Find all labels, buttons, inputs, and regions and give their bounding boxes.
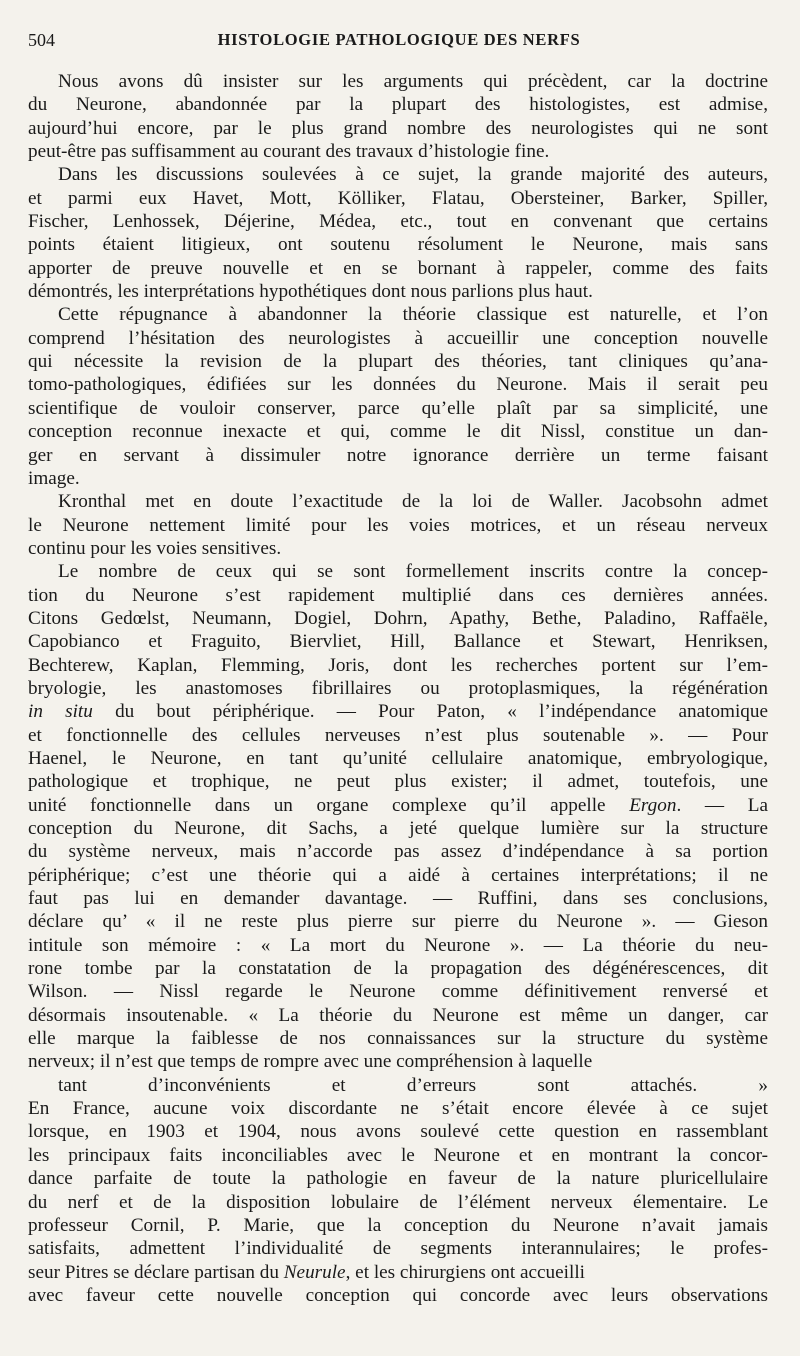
line-text: rone tombe par la constatation de la propagation des dégénérescences, dit [28, 958, 768, 980]
line-text: Dans les discussions soulevées à ce sujet, la grande majorité des auteurs, [58, 164, 768, 186]
text-line [28, 1097, 768, 1120]
line-text: tomo-pathologiques, édifiées sur les données du Neurone. Mais il serait peu [28, 374, 768, 396]
text-line [28, 1144, 768, 1167]
text-line [28, 630, 768, 653]
text-line [28, 957, 768, 980]
text-line [28, 257, 768, 280]
text-line [28, 1214, 768, 1237]
text-line [28, 1284, 768, 1307]
text-line [28, 864, 768, 887]
text-line [28, 560, 768, 583]
text-line [28, 817, 768, 840]
text-line [28, 1120, 768, 1143]
line-text: comprend l’hésitation des neurologistes à accueillir une conception nouvelle [28, 327, 768, 349]
line-text: périphérique; c’est une théorie qui a aidé à certaines interprétations; il ne [28, 864, 768, 886]
text-line [28, 327, 768, 350]
text-line [28, 280, 768, 303]
line-text: du Neurone, abandonnée par la plupart des histologistes, est admise, [28, 94, 768, 116]
text-line [28, 117, 768, 140]
text-line [28, 303, 768, 326]
text-line [28, 1191, 768, 1214]
line-text: Haenel, le Neurone, en tant qu’unité cellulaire anatomique, embryologique, [28, 747, 768, 769]
page-header [28, 30, 770, 54]
text-line [28, 840, 768, 863]
text-line [28, 93, 768, 116]
text-line [28, 934, 768, 957]
text-line [28, 700, 768, 723]
line-text: professeur Cornil, P. Marie, que la conception du Neurone n’avait jamais [28, 1214, 768, 1236]
text-line [28, 654, 768, 677]
line-text: Citons Gedœlst, Neumann, Dogiel, Dohrn, Apathy, Bethe, Paladino, Raffaële, [28, 607, 768, 629]
text-line [28, 584, 768, 607]
line-text: pathologique et trophique, ne peut plus exister; il admet, toutefois, une [28, 771, 768, 793]
text-line [28, 140, 768, 163]
line-text: points étaient litigieux, ont soutenu résolument le Neurone, mais sans [28, 234, 768, 256]
line-text: intitule son mémoire : « La mort du Neurone ». — La théorie du neu- [28, 934, 768, 956]
line-text: conception reconnue inexacte et qui, comme le dit Nissl, constitue un dan- [28, 421, 768, 443]
text-line [28, 70, 768, 93]
line-text: du système nerveux, mais n’accorde pas assez d’indépendance à sa portion [28, 841, 768, 863]
text-line [28, 444, 768, 467]
line-text: qui nécessite la revision de la plupart des théories, tant cliniques qu’ana- [28, 351, 768, 373]
text-line [28, 724, 768, 747]
line-text: Capobianco et Fraguito, Biervliet, Hill, Ballance et Stewart, Henriksen, [28, 631, 768, 653]
text-line [28, 1004, 768, 1027]
text-line [28, 514, 768, 537]
line-text: satisfaits, admettent l’individualité de segments interannulaires; le profes- [28, 1238, 768, 1260]
line-text: Kronthal met en doute l’exactitude de la loi de Waller. Jacobsohn admet [58, 491, 768, 513]
text-line [28, 210, 768, 233]
line-text: et fonctionnelle des cellules nerveuses n’est plus soutenable ». — Pour [28, 724, 768, 746]
line-text: lorsque, en 1903 et 1904, nous avons soulevé cette question en rassemblant [28, 1121, 768, 1143]
line-text: Le nombre de ceux qui se sont formellement inscrits contre la concep- [58, 561, 768, 583]
text-line [28, 1167, 768, 1190]
text-line [28, 794, 768, 817]
line-text: aujourd’hui encore, par le plus grand nombre des neurologistes qui ne sont [28, 117, 768, 139]
line-text: déclare qu’ « il ne reste plus pierre sur pierre du Neurone ». — Gieson [28, 911, 768, 933]
line-text: Wilson. — Nissl regarde le Neurone comme définitivement renversé et [28, 981, 768, 1003]
italic-term: Neurule [283, 1261, 346, 1283]
line-text: le Neurone nettement limité pour les voies motrices, et un réseau nerveux [28, 514, 768, 536]
line-text: image. [28, 467, 80, 489]
text-line [28, 373, 768, 396]
text-line [28, 770, 768, 793]
line-text: Cette répugnance à abandonner la théorie classique est naturelle, et l’on [58, 304, 768, 326]
line-text: seur Pitres se déclare partisan du [28, 1261, 284, 1283]
text-line [28, 537, 768, 560]
text-line [28, 910, 768, 933]
text-line [28, 1074, 768, 1097]
text-line [28, 467, 768, 490]
text-line [28, 1261, 768, 1284]
line-text: désormais insoutenable. « La théorie du Neurone est même un danger, car [28, 1004, 768, 1026]
text-line [28, 350, 768, 373]
line-text: du nerf et de la disposition lobulaire de l’élément nerveux élementaire. Le [28, 1191, 768, 1213]
line-text: scientifique de vouloir conserver, parce qu’elle plaît par sa simplicité, une [28, 397, 768, 419]
line-text: Bechterew, Kaplan, Flemming, Joris, dont les recherches portent sur l’em- [28, 654, 768, 676]
line-text: et parmi eux Havet, Mott, Kölliker, Flatau, Obersteiner, Barker, Spiller, [28, 187, 768, 209]
text-line [28, 1237, 768, 1260]
line-text: avec faveur cette nouvelle conception qui concorde avec leurs observations [28, 1284, 768, 1306]
line-text: conception du Neurone, dit Sachs, a jeté quelque lumière sur la structure [28, 818, 768, 839]
line-text: du bout périphérique. — Pour Paton, « l’indépendance anatomique [92, 701, 768, 723]
line-text: continu pour les voies sensitives. [28, 537, 282, 559]
page-number: 504 [28, 30, 55, 50]
text-line [28, 887, 768, 910]
text-line [28, 420, 768, 443]
text-line [28, 747, 768, 770]
text-line [28, 677, 768, 700]
line-text: Nous avons dû insister sur les arguments qui précèdent, car la doctrine [58, 71, 768, 92]
line-text: les principaux faits inconciliables avec le Neurone et en montrant la concor- [28, 1144, 768, 1166]
italic-term: Ergon [629, 794, 677, 816]
line-text: dance parfaite de toute la pathologie en faveur de la nature pluricellulaire [28, 1168, 768, 1190]
line-text: apporter de preuve nouvelle et en se bornant à rappeler, comme des faits [28, 257, 768, 279]
line-text: faut pas lui en demander davantage. — Ruffini, dans ses conclusions, [28, 888, 768, 910]
line-text: bryologie, les anastomoses fibrillaires ou protoplasmiques, la régénération [28, 677, 768, 699]
line-text: unité fonctionnelle dans un organe complexe qu’il appelle [28, 794, 630, 816]
text-line [28, 607, 768, 630]
line-text: tant d’inconvénients et d’erreurs sont attachés. » [58, 1074, 768, 1096]
line-text: tion du Neurone s’est rapidement multiplié dans ces dernières années. [28, 584, 768, 606]
text-line [28, 397, 768, 420]
line-text: ger en servant à dissimuler notre ignorance derrière un terme faisant [28, 444, 768, 466]
line-text: peut-être pas suffisamment au courant des travaux d’histologie fine. [28, 141, 550, 163]
text-line [28, 187, 768, 210]
body-text [28, 70, 768, 1307]
line-text: démontrés, les interprétations hypothétiques dont nous parlions plus haut. [28, 281, 593, 303]
text-line [28, 1050, 768, 1073]
text-line [28, 1027, 768, 1050]
italic-term: in situ [28, 701, 93, 723]
text-line [28, 163, 768, 186]
line-text: . — La [676, 794, 768, 816]
line-text: nerveux; il n’est que temps de rompre avec une compréhension à laquelle [28, 1051, 593, 1073]
line-text: Fischer, Lenhossek, Déjerine, Médea, etc., tout en convenant que certains [28, 211, 768, 233]
line-text: elle marque la faiblesse de nos connaissances sur la structure du système [28, 1028, 768, 1050]
running-title: HISTOLOGIE PATHOLOGIQUE DES NERFS [217, 30, 581, 49]
line-text: En France, aucune voix discordante ne s’était encore élevée à ce sujet [28, 1098, 768, 1120]
text-line [28, 980, 768, 1003]
text-line [28, 490, 768, 513]
text-line [28, 233, 768, 256]
line-text: , et les chirurgiens ont accueilli [345, 1261, 585, 1283]
